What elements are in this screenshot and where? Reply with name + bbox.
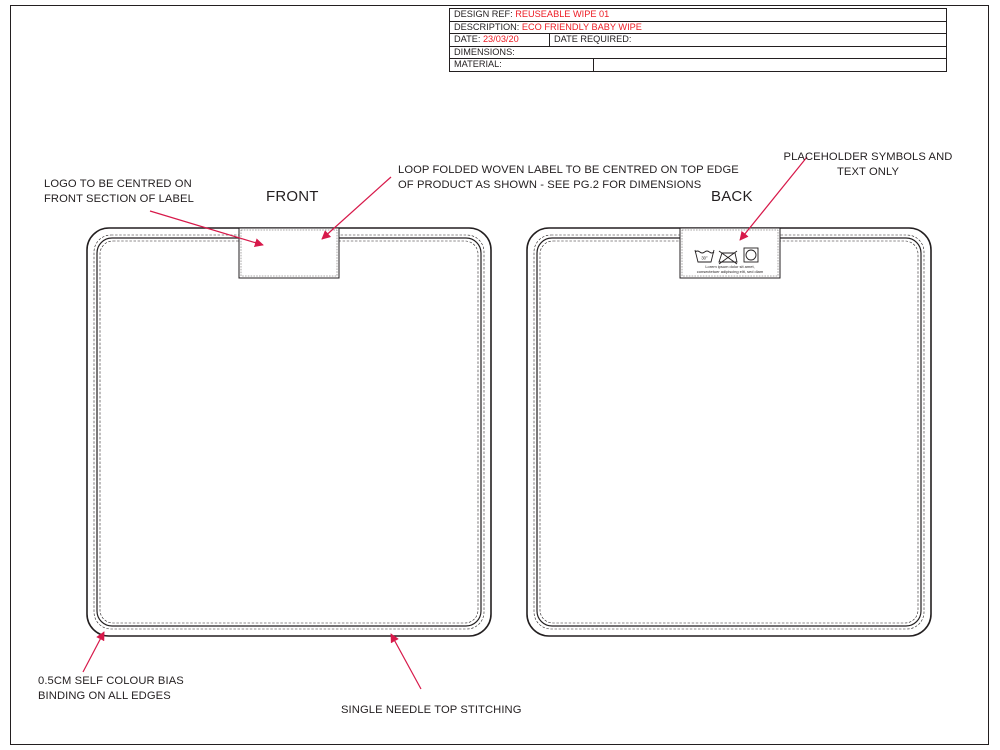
- binding-note: [38, 674, 184, 704]
- loop-label-arrow: [322, 177, 391, 239]
- stitching-note: SINGLE NEEDLE TOP STITCHING: [341, 704, 522, 716]
- logo-note-line-1: LOGO TO BE CENTRED ON: [44, 178, 192, 190]
- care-label-line-1: Lorem ipsum dolor sit amet,: [705, 264, 755, 269]
- front-stitch-inner: [100, 241, 478, 623]
- placeholder-note-line-2: TEXT ONLY: [836, 166, 900, 178]
- placeholder-note-line-1: PLACEHOLDER SYMBOLS AND: [783, 151, 953, 163]
- back-stitch-outer: [534, 235, 924, 629]
- wash-temp-text: 30°: [701, 255, 708, 261]
- care-label-line-2: consectetuer adipiscing elit, sed diam: [696, 268, 764, 274]
- back-inner-edge: [537, 238, 921, 626]
- date-required-label: DATE REQUIRED:: [554, 34, 632, 44]
- description-label: DESCRIPTION:: [454, 21, 520, 32]
- logo-note: [44, 177, 194, 207]
- front-wipe: [87, 228, 491, 636]
- placeholder-note: [758, 150, 978, 180]
- material-label: MATERIAL:: [450, 59, 594, 71]
- front-loop-label: [239, 228, 339, 278]
- loop-label-note-line-2: OF PRODUCT AS SHOWN - SEE PG.2 FOR DIMENSIONS: [398, 179, 702, 191]
- binding-note-line-1: 0.5CM SELF COLOUR BIAS: [38, 675, 184, 687]
- stitching-arrow: [391, 634, 421, 689]
- date-value: 23/03/20: [482, 34, 519, 44]
- loop-label-note-line-1: LOOP FOLDED WOVEN LABEL TO BE CENTRED ON TOP EDGE: [398, 164, 739, 176]
- design-ref-label: DESIGN REF:: [454, 9, 513, 19]
- dimensions-label: DIMENSIONS:: [454, 46, 515, 57]
- care-label-text: [685, 265, 775, 274]
- description-value: ECO FRIENDLY BABY WIPE: [521, 21, 642, 32]
- back-wipe: [527, 228, 931, 636]
- logo-note-line-2: FRONT SECTION OF LABEL: [44, 193, 194, 205]
- back-heading: BACK: [711, 188, 753, 205]
- front-inner-edge: [97, 238, 481, 626]
- front-stitch-outer: [94, 235, 484, 629]
- binding-arrow: [83, 632, 104, 672]
- date-label: DATE:: [454, 34, 481, 44]
- back-outer-binding: [527, 228, 931, 636]
- binding-note-line-2: BINDING ON ALL EDGES: [38, 690, 171, 702]
- front-outer-binding: [87, 228, 491, 636]
- back-stitch-inner: [540, 241, 918, 623]
- loop-label-note: [398, 163, 739, 193]
- design-ref-value: REUSEABLE WIPE 01: [515, 9, 610, 19]
- front-heading: FRONT: [266, 188, 319, 205]
